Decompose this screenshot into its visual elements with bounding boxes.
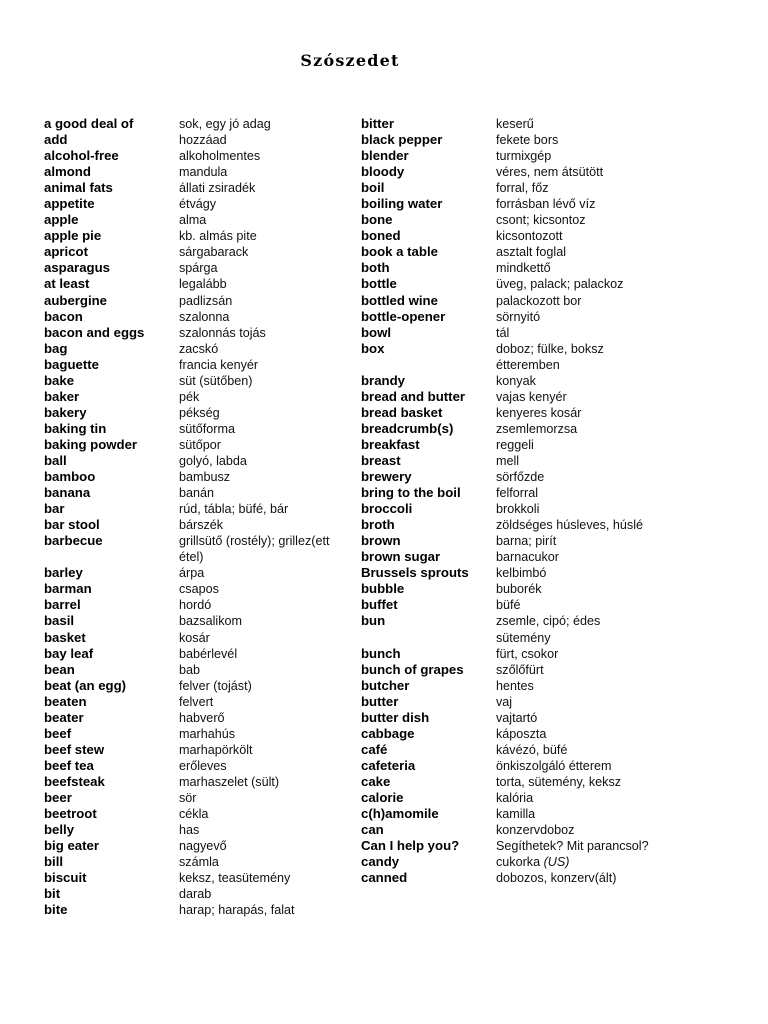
hungarian-translation: árpa	[179, 566, 205, 581]
english-term: baking tin	[44, 420, 107, 436]
glossary-entry	[361, 341, 661, 373]
glossary-entry	[44, 726, 344, 742]
glossary-entry	[44, 244, 344, 260]
hungarian-translation: alma	[179, 213, 207, 228]
glossary-entry	[361, 260, 661, 276]
hungarian-translation: sütőforma	[179, 421, 235, 436]
glossary-entry	[44, 886, 344, 902]
hungarian-translation: bab	[179, 662, 201, 677]
hungarian-translation: sütőpor	[179, 437, 222, 452]
english-term: aubergine	[44, 292, 108, 308]
english-term: alcohol-free	[44, 148, 119, 164]
hungarian-translation: konyak	[496, 373, 536, 388]
hungarian-translation: rúd, tábla; büfé, bár	[179, 502, 289, 517]
glossary-entry	[44, 662, 344, 678]
hungarian-translation: sárgabarack	[179, 245, 249, 260]
glossary-entry	[44, 838, 344, 854]
glossary-entry	[361, 533, 661, 549]
glossary-entry	[44, 389, 344, 405]
english-term: ball	[44, 452, 67, 468]
hungarian-translation: harap; harapás, falat	[179, 903, 295, 918]
english-term: baker	[44, 388, 80, 404]
glossary-entry	[44, 164, 344, 180]
hungarian-translation: zsemlemorzsa	[496, 421, 578, 436]
hungarian-translation: mandula	[179, 165, 228, 180]
glossary-entry	[44, 822, 344, 838]
glossary-entry	[361, 309, 661, 325]
hungarian-translation: marhaszelet (sült)	[179, 774, 280, 789]
glossary-entry	[44, 646, 344, 662]
english-term: biscuit	[44, 870, 87, 886]
hungarian-translation: cékla	[179, 807, 209, 822]
glossary-entry	[361, 389, 661, 405]
english-term: calorie	[361, 789, 404, 805]
hungarian-translation: forral, főz	[496, 181, 549, 196]
glossary-entry	[44, 148, 344, 164]
hungarian-translation: szőlőfürt	[496, 662, 544, 677]
glossary-entry	[361, 597, 661, 613]
glossary-entry	[361, 405, 661, 421]
glossary-entry	[361, 276, 661, 292]
glossary-entry	[44, 405, 344, 421]
glossary-entry	[361, 662, 661, 678]
english-term: bring to the boil	[361, 485, 461, 501]
glossary-entry	[361, 806, 661, 822]
glossary-entry	[44, 180, 344, 196]
glossary-entry	[361, 646, 661, 662]
glossary-entry	[44, 902, 344, 918]
english-term: bottle-opener	[361, 308, 446, 324]
hungarian-translation: erőleves	[179, 758, 227, 773]
english-term: boned	[361, 228, 401, 244]
english-term: brown sugar	[361, 549, 441, 565]
english-term: basket	[44, 629, 86, 645]
hungarian-translation: marhapörkölt	[179, 742, 253, 757]
glossary-entry	[361, 453, 661, 469]
english-term: brewery	[361, 469, 412, 485]
english-term: butter	[361, 693, 399, 709]
glossary-entry	[361, 790, 661, 806]
hungarian-translation: turmixgép	[496, 149, 552, 164]
english-term: bag	[44, 340, 68, 356]
english-term: beef stew	[44, 741, 105, 757]
english-term: bacon	[44, 308, 83, 324]
glossary-entry	[44, 613, 344, 629]
hungarian-translation: babérlevél	[179, 646, 238, 661]
hungarian-translation: zsemle, cipó; édes sütemény	[496, 614, 601, 645]
glossary-entry	[361, 613, 661, 645]
glossary-entry	[361, 726, 661, 742]
glossary-entry	[361, 293, 661, 309]
hungarian-translation: hordó	[179, 598, 212, 613]
glossary-entry	[44, 341, 344, 357]
english-term: baking powder	[44, 436, 138, 452]
english-term: add	[44, 132, 68, 148]
english-term: bread basket	[361, 404, 443, 420]
glossary-entry	[361, 774, 661, 790]
hungarian-translation: doboz; fülke, boksz étteremben	[496, 341, 604, 372]
english-term: brandy	[361, 372, 405, 388]
glossary-entry	[44, 469, 344, 485]
usage-note: (US)	[543, 855, 570, 870]
english-term: Brussels sprouts	[361, 565, 469, 581]
hungarian-translation: zöldséges húsleves, húslé	[496, 518, 644, 533]
english-term: bitter	[361, 116, 394, 131]
english-term: bamboo	[44, 469, 96, 485]
english-term: both	[361, 260, 390, 276]
english-term: banana	[44, 485, 91, 501]
glossary-column-right	[361, 116, 661, 886]
english-term: bill	[44, 854, 64, 870]
hungarian-translation: számla	[179, 855, 219, 870]
glossary-entry	[361, 742, 661, 758]
glossary-entry	[361, 517, 661, 533]
hungarian-translation: darab	[179, 887, 212, 902]
hungarian-translation: cukorka (US)	[496, 855, 570, 870]
english-term: butter dish	[361, 709, 430, 725]
hungarian-translation: étvágy	[179, 197, 217, 212]
hungarian-translation: szalonnás tojás	[179, 325, 266, 340]
english-term: broccoli	[361, 501, 413, 517]
english-term: at least	[44, 276, 90, 292]
english-term: Can I help you?	[361, 838, 460, 854]
english-term: appetite	[44, 196, 95, 212]
hungarian-translation: hozzáad	[179, 133, 227, 148]
hungarian-translation: bazsalikom	[179, 614, 242, 629]
glossary-entry	[44, 212, 344, 228]
english-term: box	[361, 340, 385, 356]
hungarian-translation: asztalt foglal	[496, 245, 567, 260]
english-term: apple	[44, 212, 79, 228]
glossary-entry	[44, 260, 344, 276]
english-term: bite	[44, 902, 68, 918]
english-term: bar	[44, 501, 65, 517]
hungarian-translation: kb. almás pite	[179, 229, 257, 244]
glossary-entry	[361, 549, 661, 565]
english-term: bloody	[361, 164, 405, 180]
glossary-entry	[44, 806, 344, 822]
english-term: broth	[361, 517, 395, 533]
glossary-entry	[44, 517, 344, 533]
english-term: beef	[44, 725, 72, 741]
glossary-entry	[361, 854, 661, 870]
hungarian-translation: grillsütő (rostély); grillez(ett étel)	[179, 534, 330, 565]
glossary-entry	[361, 196, 661, 212]
glossary-entry	[44, 854, 344, 870]
glossary-entry	[44, 630, 344, 646]
hungarian-translation: kenyeres kosár	[496, 405, 582, 420]
glossary-entry	[44, 373, 344, 389]
hungarian-translation: süt (sütőben)	[179, 373, 253, 388]
glossary-entry	[44, 870, 344, 886]
hungarian-translation: kalória	[496, 790, 534, 805]
english-term: beater	[44, 709, 84, 725]
hungarian-translation: buborék	[496, 582, 542, 597]
glossary-entry	[361, 501, 661, 517]
hungarian-translation: kosár	[179, 630, 210, 645]
hungarian-translation: vaj	[496, 694, 513, 709]
english-term: cabbage	[361, 725, 415, 741]
page-title: Szószedet	[300, 51, 400, 70]
english-term: apple pie	[44, 228, 102, 244]
hungarian-translation: nagyevő	[179, 839, 227, 854]
english-term: barbecue	[44, 533, 103, 549]
hungarian-translation: vajas kenyér	[496, 389, 567, 404]
glossary-entry	[44, 196, 344, 212]
hungarian-translation: vajtartó	[496, 710, 538, 725]
hungarian-translation: torta, sütemény, keksz	[496, 774, 622, 789]
english-term: beetroot	[44, 806, 97, 822]
glossary-entry	[44, 758, 344, 774]
hungarian-translation: padlizsán	[179, 293, 233, 308]
glossary-entry	[361, 116, 661, 132]
english-term: bottled wine	[361, 292, 438, 308]
hungarian-translation: keserű	[496, 117, 534, 131]
hungarian-translation: pék	[179, 389, 200, 404]
glossary-entry	[361, 822, 661, 838]
glossary-entry	[44, 565, 344, 581]
glossary-entry	[361, 325, 661, 341]
hungarian-translation: csont; kicsontoz	[496, 213, 586, 228]
english-term: c(h)amomile	[361, 806, 439, 822]
english-term: bakery	[44, 404, 87, 420]
hungarian-translation: fürt, csokor	[496, 646, 559, 661]
english-term: bun	[361, 613, 386, 629]
hungarian-translation: mindkettő	[496, 261, 551, 276]
english-term: book a table	[361, 244, 438, 260]
glossary-entry	[361, 148, 661, 164]
hungarian-translation: csapos	[179, 582, 219, 597]
glossary-entry	[44, 357, 344, 373]
glossary-entry	[361, 469, 661, 485]
hungarian-translation: felver (tojást)	[179, 678, 252, 693]
english-term: candy	[361, 854, 400, 870]
glossary-entry	[44, 276, 344, 292]
hungarian-translation: véres, nem átsütött	[496, 165, 604, 180]
hungarian-translation: zacskó	[179, 341, 219, 356]
hungarian-translation: forrásban lévő víz	[496, 197, 596, 212]
english-term: bean	[44, 661, 75, 677]
english-term: beat (an egg)	[44, 677, 127, 693]
hungarian-translation: golyó, labda	[179, 453, 247, 468]
hungarian-translation: kicsontozott	[496, 229, 563, 244]
glossary-entry	[361, 694, 661, 710]
english-term: boiling water	[361, 196, 443, 212]
english-term: beaten	[44, 693, 87, 709]
hungarian-translation: szalonna	[179, 309, 230, 324]
english-term: bubble	[361, 581, 405, 597]
english-term: big eater	[44, 838, 99, 854]
hungarian-translation: fekete bors	[496, 133, 559, 148]
hungarian-translation: bárszék	[179, 518, 224, 533]
glossary-entry	[361, 228, 661, 244]
english-term: brown	[361, 533, 401, 549]
hungarian-translation: sörfőzde	[496, 470, 545, 485]
glossary-entry	[44, 597, 344, 613]
hungarian-translation: habverő	[179, 710, 225, 725]
hungarian-translation: büfé	[496, 598, 521, 613]
glossary-entry	[44, 293, 344, 309]
glossary-entry	[361, 132, 661, 148]
hungarian-translation: kávézó, büfé	[496, 742, 568, 757]
hungarian-translation: konzervdoboz	[496, 823, 575, 838]
hungarian-translation: sok, egy jó adag	[179, 117, 271, 131]
glossary-entry	[44, 790, 344, 806]
english-term: baguette	[44, 356, 99, 372]
glossary-entry	[361, 870, 661, 886]
english-term: beer	[44, 789, 72, 805]
english-term: butcher	[361, 677, 410, 693]
english-term: beefsteak	[44, 773, 105, 789]
english-term: bowl	[361, 324, 392, 340]
glossary-entry	[361, 180, 661, 196]
english-term: cafeteria	[361, 757, 416, 773]
hungarian-translation: palackozott bor	[496, 293, 582, 308]
glossary-entry	[44, 533, 344, 565]
english-term: bottle	[361, 276, 397, 292]
english-term: a good deal of	[44, 116, 134, 131]
hungarian-translation: has	[179, 823, 200, 838]
glossary-entry	[361, 421, 661, 437]
english-term: beef tea	[44, 757, 94, 773]
glossary-entry	[44, 453, 344, 469]
hungarian-translation: barna; pirít	[496, 534, 557, 549]
glossary-entry	[361, 164, 661, 180]
english-term: bread and butter	[361, 388, 466, 404]
glossary-entry	[44, 228, 344, 244]
glossary-entry	[361, 373, 661, 389]
english-term: bay leaf	[44, 645, 94, 661]
hungarian-translation: dobozos, konzerv(ált)	[496, 871, 617, 886]
hungarian-translation: hentes	[496, 678, 534, 693]
hungarian-translation: keksz, teasütemény	[179, 871, 291, 886]
hungarian-translation: bambusz	[179, 470, 231, 485]
hungarian-translation: önkiszolgáló étterem	[496, 758, 612, 773]
glossary-entry	[44, 774, 344, 790]
glossary-entry	[44, 437, 344, 453]
english-term: apricot	[44, 244, 88, 260]
glossary-entry	[44, 501, 344, 517]
glossary-entry	[361, 710, 661, 726]
glossary-entry	[361, 565, 661, 581]
hungarian-translation: mell	[496, 453, 520, 468]
english-term: belly	[44, 822, 75, 838]
hungarian-translation: sör	[179, 790, 197, 805]
english-term: breakfast	[361, 436, 420, 452]
hungarian-translation: spárga	[179, 261, 218, 276]
hungarian-translation: legalább	[179, 277, 227, 292]
english-term: bone	[361, 212, 393, 228]
hungarian-translation: üveg, palack; palackoz	[496, 277, 624, 292]
glossary-entry	[361, 678, 661, 694]
glossary-entry	[361, 212, 661, 228]
glossary-entry	[44, 132, 344, 148]
glossary-entry	[44, 309, 344, 325]
glossary-entry	[361, 758, 661, 774]
english-term: bunch	[361, 645, 401, 661]
glossary-entry	[44, 742, 344, 758]
glossary-entry	[44, 485, 344, 501]
english-term: almond	[44, 164, 91, 180]
english-term: black pepper	[361, 132, 443, 148]
glossary-entry	[361, 838, 661, 854]
hungarian-translation: felforral	[496, 486, 538, 501]
hungarian-translation: kamilla	[496, 807, 536, 822]
english-term: buffet	[361, 597, 398, 613]
english-term: can	[361, 822, 384, 838]
english-term: bunch of grapes	[361, 661, 464, 677]
hungarian-translation: brokkoli	[496, 502, 540, 517]
english-term: blender	[361, 148, 409, 164]
hungarian-translation: pékség	[179, 405, 220, 420]
glossary-entry	[44, 694, 344, 710]
glossary-entry	[44, 678, 344, 694]
hungarian-translation: Segíthetek? Mit parancsol?	[496, 839, 649, 854]
hungarian-translation: felvert	[179, 694, 214, 709]
english-term: barman	[44, 581, 92, 597]
hungarian-translation: francia kenyér	[179, 357, 259, 372]
english-term: asparagus	[44, 260, 110, 276]
hungarian-translation: barnacukor	[496, 550, 560, 565]
glossary-entry	[44, 325, 344, 341]
glossary-entry	[361, 581, 661, 597]
english-term: bar stool	[44, 517, 100, 533]
english-term: basil	[44, 613, 75, 629]
english-term: bake	[44, 372, 75, 388]
hungarian-translation: káposzta	[496, 726, 547, 741]
english-term: canned	[361, 870, 408, 886]
hungarian-translation: banán	[179, 486, 215, 501]
glossary-entry	[44, 710, 344, 726]
hungarian-translation: alkoholmentes	[179, 149, 261, 164]
english-term: animal fats	[44, 180, 113, 196]
english-term: bit	[44, 886, 61, 902]
english-term: boil	[361, 180, 385, 196]
glossary-entry	[44, 116, 344, 132]
english-term: café	[361, 741, 388, 757]
hungarian-translation: marhahús	[179, 726, 236, 741]
hungarian-translation: reggeli	[496, 437, 534, 452]
hungarian-translation: tál	[496, 325, 510, 340]
english-term: cake	[361, 773, 391, 789]
glossary-entry	[44, 421, 344, 437]
glossary-entry	[361, 244, 661, 260]
english-term: breadcrumb(s)	[361, 420, 454, 436]
glossary-entry	[361, 437, 661, 453]
glossary-entry	[361, 485, 661, 501]
english-term: barley	[44, 565, 83, 581]
hungarian-translation: állati zsiradék	[179, 181, 256, 196]
english-term: breast	[361, 452, 401, 468]
english-term: bacon and eggs	[44, 324, 145, 340]
hungarian-translation: kelbimbó	[496, 566, 547, 581]
english-term: barrel	[44, 597, 81, 613]
hungarian-translation: sörnyitó	[496, 309, 541, 324]
glossary-entry	[44, 581, 344, 597]
glossary-column-left	[44, 116, 344, 918]
